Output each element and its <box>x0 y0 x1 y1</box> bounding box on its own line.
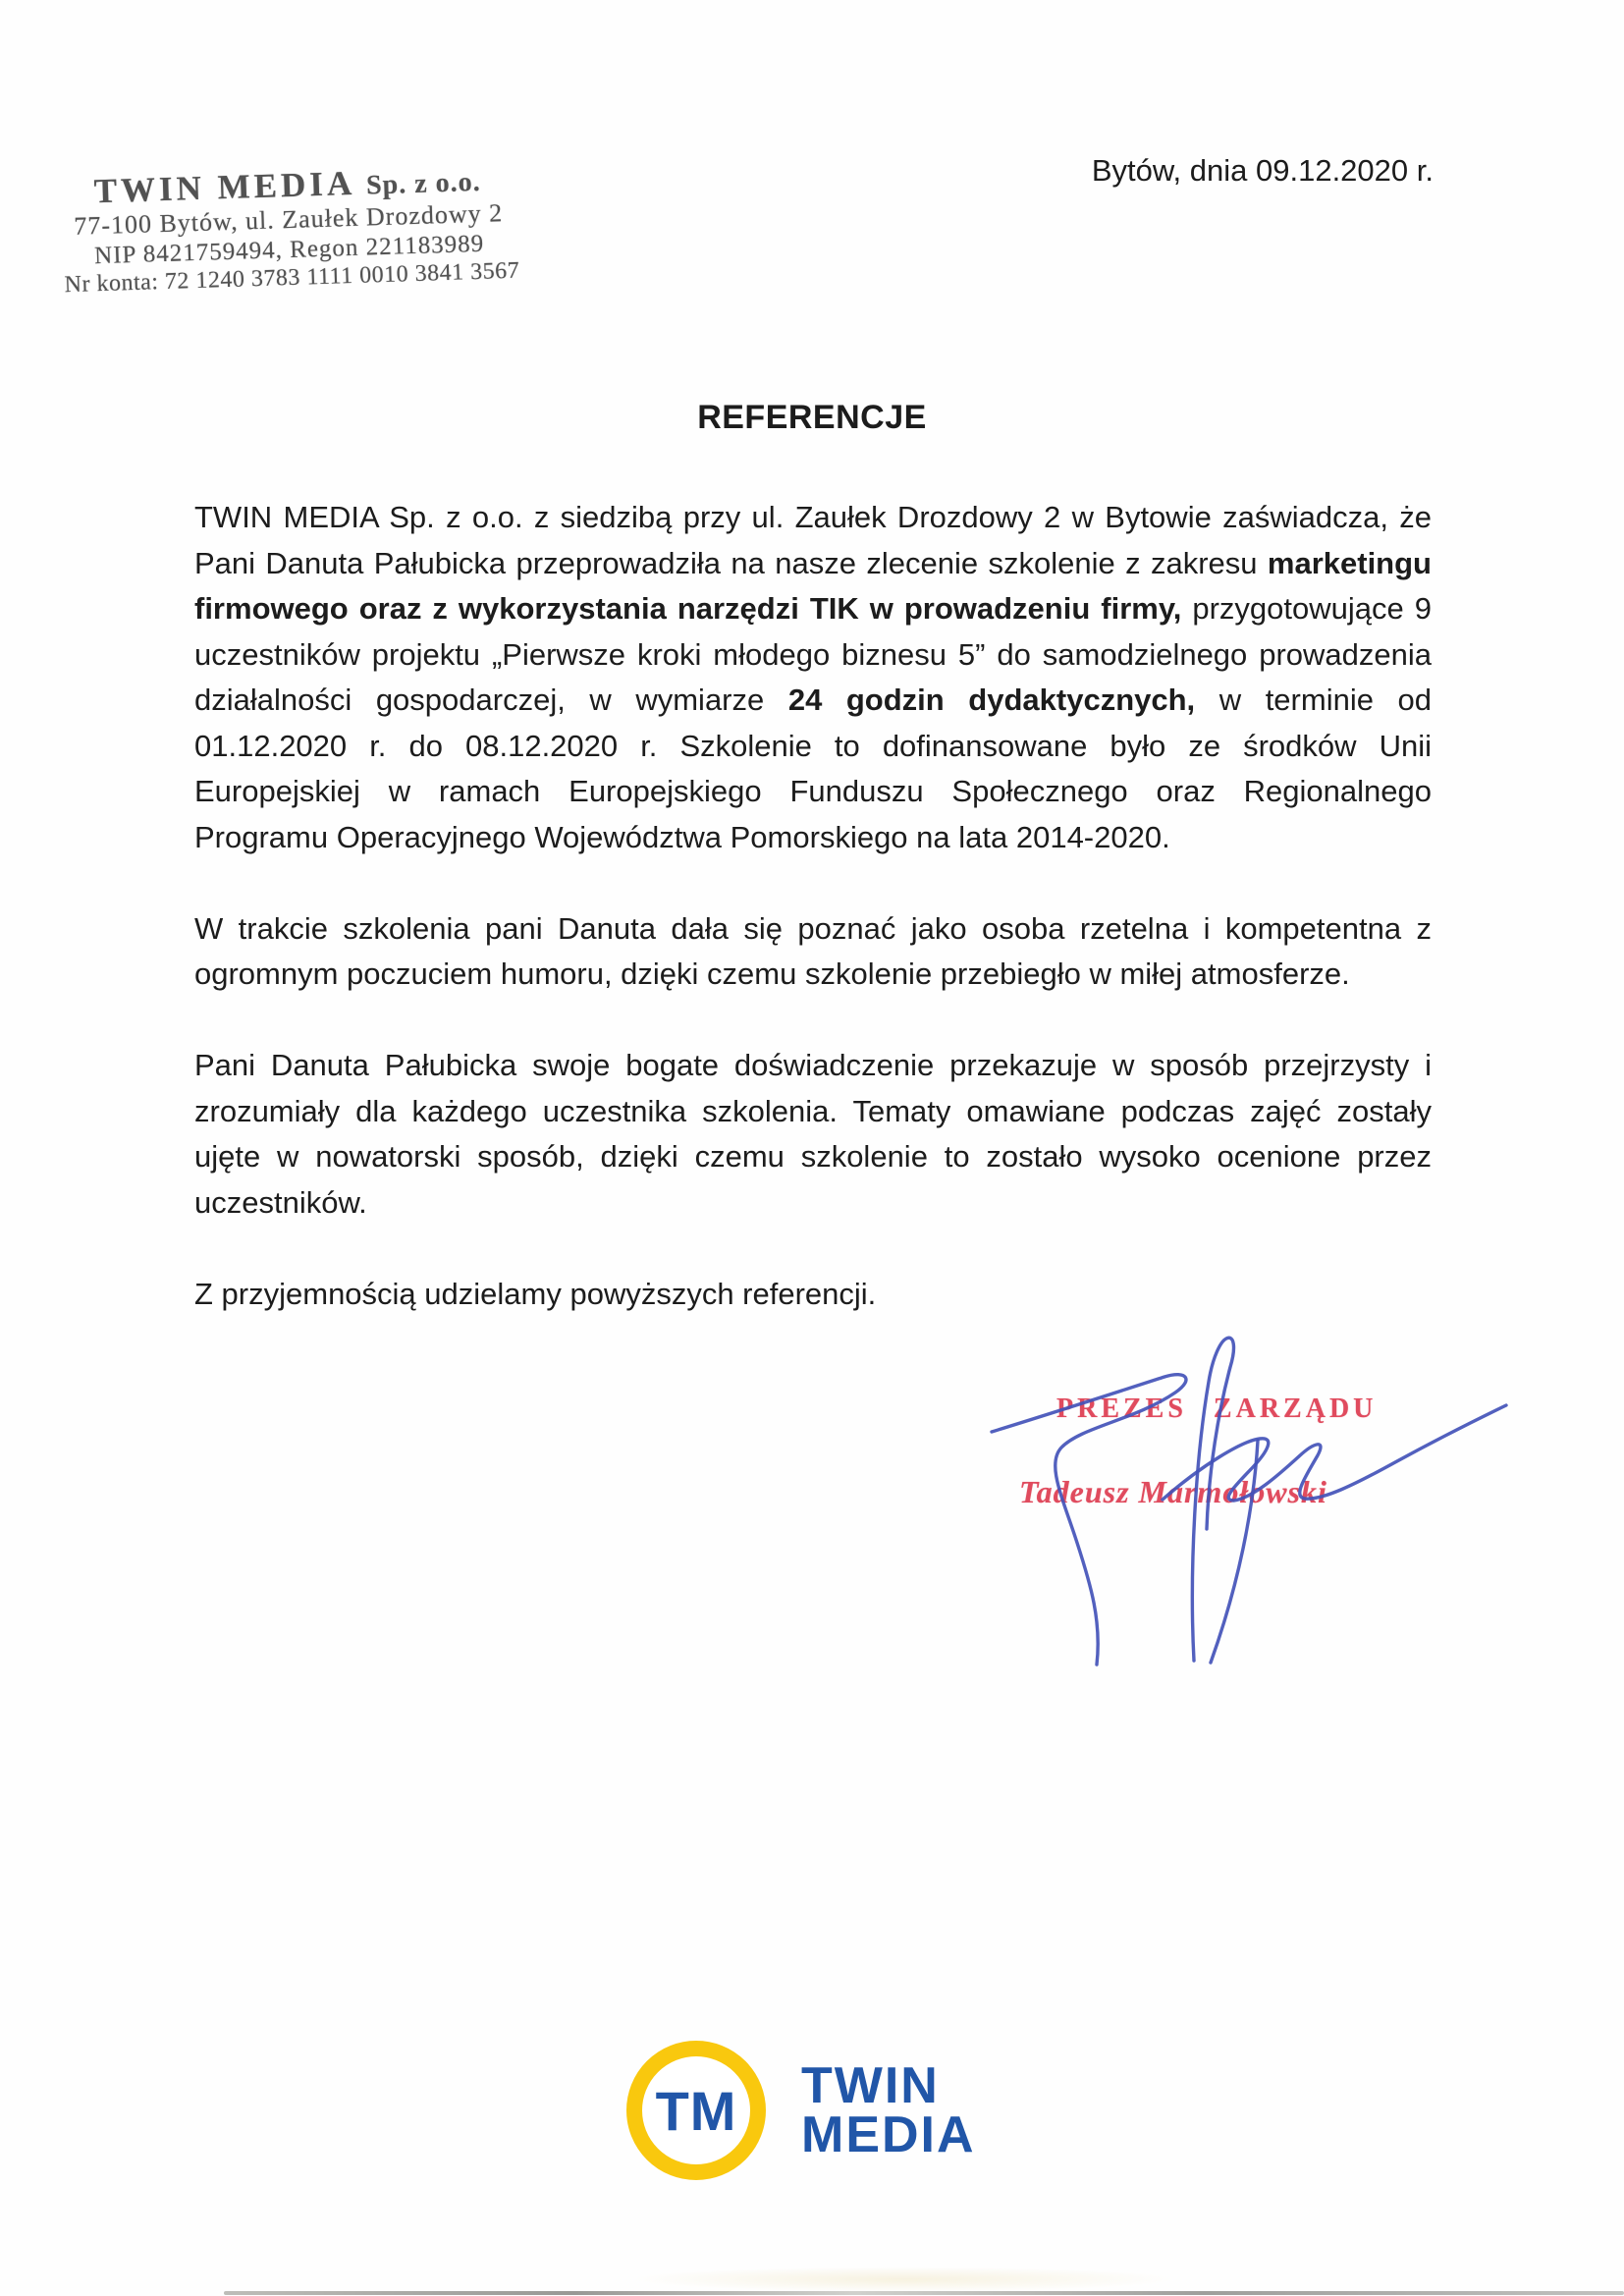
twin-media-logo <box>626 2041 976 2180</box>
stamp-address: 77-100 Bytów, ul. Zaułek Drozdowy 2 <box>73 198 504 242</box>
body-paragraph <box>194 906 1432 998</box>
body-text <box>194 495 1432 1317</box>
signer-role-stamp: PREZES ZARZĄDU <box>1056 1394 1378 1424</box>
stamp-company-main: TWIN MEDIA <box>93 163 354 211</box>
date-line: Bytów, dnia 09.12.2020 r. <box>1091 153 1434 188</box>
company-stamp <box>61 158 520 300</box>
text-segment: w terminie od 01.12.2020 r. do 08.12.2020 r. Szkolenie to dofinansowane było ze środków Unii Europejskiej w ramach Europejskiego Funduszu Społecznego oraz Regionalnego Programu Operacyjnego Województwa Pomorskiego na lata 2014-2020. <box>194 683 1432 854</box>
text-segment: TWIN MEDIA Sp. z o.o. z siedzibą przy ul. Zaułek Drozdowy 2 w Bytowie zaświadcza, że Pani Danuta Pałubicka przeprowadziła na nasze zlecenie szkolenie z zakresu <box>194 500 1432 580</box>
text-segment: przygotowujące 9 uczestników projektu „Pierwsze kroki młodego biznesu 5” do samodzielnego prowadzenia działalności gospodarczej, w wymiarze <box>194 591 1432 717</box>
handwritten-signature <box>962 1331 1522 1669</box>
text-segment: W trakcie szkolenia pani Danuta dała się poznać jako osoba rzetelna i kompetentna z ogromnym poczuciem humoru, dzięki czemu szkolenie przebiegło w miłej atmosferze. <box>194 910 1432 991</box>
body-paragraph <box>194 495 1432 860</box>
scan-smudge <box>628 2267 1178 2292</box>
scan-bottom-edge <box>224 2291 1624 2295</box>
stamp-tax-ids: NIP 8421759494, Regon 221183989 <box>93 230 485 270</box>
signer-name-stamp: Tadeusz Marmołowski <box>1019 1474 1327 1509</box>
text-segment: Z przyjemnością udzielamy powyższych referencji. <box>194 1276 877 1311</box>
logo-wordmark <box>801 2057 976 2163</box>
stamp-company-suffix: Sp. z o.o. <box>365 166 482 201</box>
logo-wordmark-line2: MEDIA <box>801 2106 976 2163</box>
text-segment: Pani Danuta Pałubicka swoje bogate doświadczenie przekazuje w sposób przejrzysty i zrozumiały dla każdego uczestnika szkolenia. Tematy omawiane podczas zajęć zostały ujęte w nowatorski sposób, dzięki czemu szkolenie to zostało wysoko ocenione przez uczestników. <box>194 1048 1432 1220</box>
logo-wordmark-line1: TWIN <box>801 2057 940 2114</box>
body-paragraph <box>194 1043 1432 1226</box>
logo-monogram: TM <box>655 2079 737 2142</box>
stamp-account-number: Nr konta: 72 1240 3783 1111 0010 3841 3567 <box>64 258 520 299</box>
bold-text-segment: marketingu firmowego oraz z wykorzystania narzędzi TIK w prowadzeniu firmy, <box>194 545 1432 626</box>
bold-text-segment: 24 godzin dydaktycznych, <box>787 683 1196 717</box>
signature-block <box>962 1331 1522 1669</box>
body-paragraph <box>194 1272 1432 1318</box>
logo-ring-icon <box>626 2041 766 2180</box>
document-title: REFERENCJE <box>697 399 927 436</box>
